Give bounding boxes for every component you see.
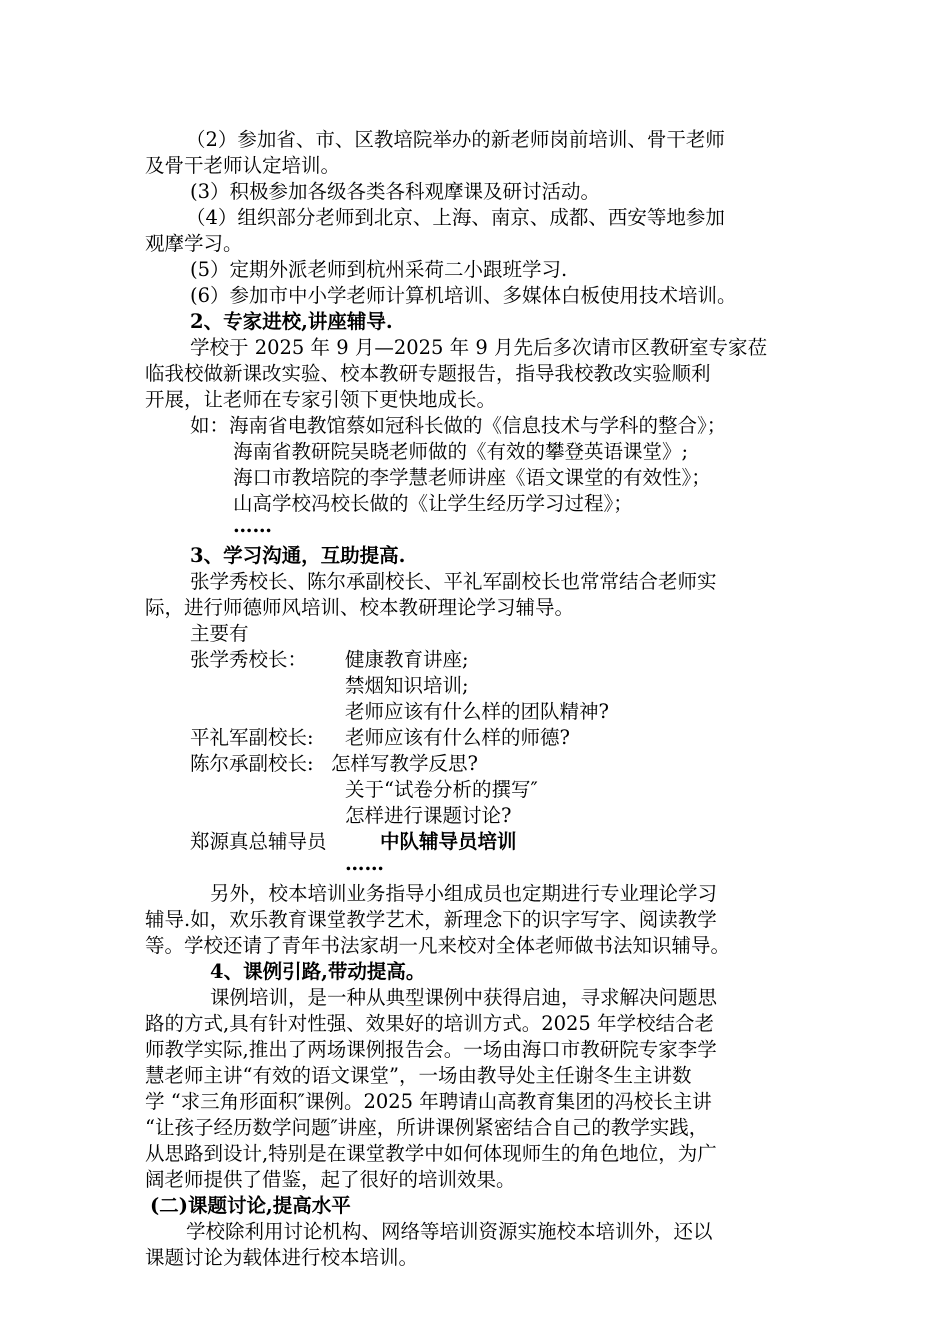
paragraph-line: 慧老师主讲“有效的语文课堂”，一场由教导处主任谢冬生主讲数 [145, 1064, 692, 1087]
paragraph-line: 阔老师提供了借鉴，起了很好的培训效果。 [145, 1168, 516, 1191]
section-heading: 2、专家进校,讲座辅导. [190, 310, 393, 333]
lecture-topic: 老师应该有什么样的师德? [345, 726, 570, 749]
ellipsis: …… [233, 514, 272, 537]
section-heading: (二)课题讨论,提高水平 [150, 1194, 351, 1217]
paragraph-line: 学 “求三角形面积″课例。2025 年聘请山高教育集团的冯校长主讲 [145, 1090, 712, 1113]
ellipsis: …… [345, 852, 384, 875]
paragraph-line: 师教学实际,推出了两场课例报告会。一场由海口市教研院专家李学 [145, 1038, 717, 1061]
paragraph-line: 等。学校还请了青年书法家胡一凡来校对全体老师做书法知识辅导。 [145, 934, 731, 957]
paragraph-line: 开展，让老师在专家引领下更快地成长。 [145, 388, 497, 411]
lecture-topic: 中队辅导员培训 [380, 830, 517, 853]
lecture-topic: 怎样写教学反思? [331, 752, 478, 775]
paragraph-line: 际，进行师德师风培训、校本教研理论学习辅导。 [145, 596, 575, 619]
speaker-name: 张学秀校长： [190, 648, 308, 671]
lecture-topic: 怎样进行课题讨论? [345, 804, 512, 827]
section-heading: 4、课例引路,带动提高。 [210, 960, 426, 983]
paragraph-line: 主要有 [190, 622, 249, 645]
list-line: 海口市教培院的李学慧老师讲座《语文课堂的有效性》； [233, 466, 711, 489]
list-line: 如：海南省电教馆蔡如冠科长做的《信息技术与学科的整合》； [190, 414, 727, 437]
paragraph-line: (3）积极参加各级各类各科观摩课及研讨活动。 [190, 180, 601, 203]
paragraph-line: 路的方式,具有针对性强、效果好的培训方式。2025 年学校结合老 [145, 1012, 715, 1035]
lecture-topic: 老师应该有什么样的团队精神? [345, 700, 609, 723]
paragraph-line: 学校于 2025 年 9 月—2025 年 9 月先后多次请市区教研室专家莅 [190, 336, 767, 359]
speaker-name: 陈尔承副校长: [190, 752, 314, 775]
lecture-topic: 关于“试卷分析的撰写″ [345, 778, 538, 801]
paragraph-line: 学校除利用讨论机构、网络等培训资源实施校本培训外，还以 [186, 1220, 713, 1243]
paragraph-line: 观摩学习。 [145, 232, 243, 255]
paragraph-line: （2）参加省、市、区教培院举办的新老师岗前培训、骨干老师 [186, 128, 725, 151]
paragraph-line: 及骨干老师认定培训。 [145, 154, 341, 177]
speaker-name: 平礼军副校长: [190, 726, 314, 749]
paragraph-line: 从思路到设计,特别是在课堂教学中如何体现师生的角色地位，为广 [145, 1142, 717, 1165]
paragraph-line: （4）组织部分老师到北京、上海、南京、成都、西安等地参加 [186, 206, 725, 229]
speaker-name: 郑源真总辅导员 [190, 830, 327, 853]
lecture-topic: 健康教育讲座; [345, 648, 469, 671]
paragraph-line: “让孩子经历数学问题″讲座，所讲课例紧密结合自己的教学实践， [145, 1116, 709, 1139]
paragraph-line: 课题讨论为载体进行校本培训。 [145, 1246, 419, 1269]
paragraph-line: 课例培训，是一种从典型课例中获得启迪，寻求解决问题思 [210, 986, 718, 1009]
paragraph-line: 辅导.如，欢乐教育课堂教学艺术，新理念下的识字写字、阅读教学 [145, 908, 717, 931]
paragraph-line: (5）定期外派老师到杭州采荷二小跟班学习. [190, 258, 568, 281]
paragraph-line: (6）参加市中小学老师计算机培训、多媒体白板使用技术培训。 [190, 284, 737, 307]
paragraph-line: 另外，校本培训业务指导小组成员也定期进行专业理论学习 [210, 882, 718, 905]
lecture-topic: 禁烟知识培训; [345, 674, 469, 697]
list-line: 山高学校冯校长做的《让学生经历学习过程》； [233, 492, 633, 515]
paragraph-line: 临我校做新课改实验、校本教研专题报告，指导我校教改实验顺利 [145, 362, 711, 385]
list-line: 海南省教研院吴晓老师做的《有效的攀登英语课堂》; [233, 440, 689, 463]
section-heading: 3、学习沟通，互助提高. [190, 544, 406, 567]
paragraph-line: 张学秀校长、陈尔承副校长、平礼军副校长也常常结合老师实 [190, 570, 717, 593]
